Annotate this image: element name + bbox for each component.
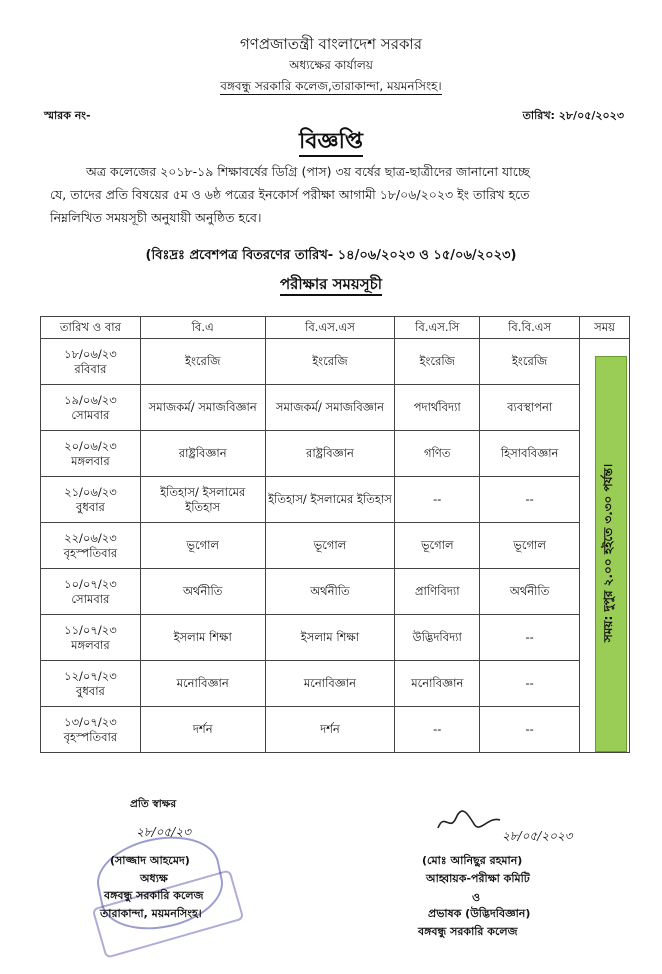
counter-sign-label: প্রতি স্বাক্ষর xyxy=(130,798,177,810)
date-cell xyxy=(41,339,141,385)
notice-title xyxy=(0,124,662,161)
college-address-text: বঙ্গবন্ধু সরকারি কলেজ,তারাকান্দা, ময়মনসিংহ। xyxy=(220,79,442,93)
table-row xyxy=(41,615,630,661)
exam-day: মঙ্গলবার xyxy=(71,453,110,468)
table-row xyxy=(41,339,630,385)
convener-title: আহ্বায়ক-পরীক্ষা কমিটি xyxy=(426,872,530,885)
table-row xyxy=(41,477,630,523)
exam-day: বুধবার xyxy=(75,683,105,698)
subject-ba-cell: ইতিহাস/ ইসলামের ইতিহাস xyxy=(140,477,265,523)
exam-date: ২২/০৬/২৩ xyxy=(64,530,117,545)
subject-bss-cell: দর্শন xyxy=(265,707,395,753)
date-cell xyxy=(41,385,141,431)
exam-day: সোমবার xyxy=(71,407,110,422)
table-header-row xyxy=(41,317,630,339)
table-row xyxy=(41,661,630,707)
exam-date: ১৩/০৭/২৩ xyxy=(64,714,117,729)
date-cell xyxy=(41,615,141,661)
principal-title: অধ্যক্ষ xyxy=(140,872,168,885)
subject-bbs-cell: অর্থনীতি xyxy=(480,569,580,615)
date-cell xyxy=(41,661,141,707)
subject-bsc-cell: গণিত xyxy=(395,431,480,477)
date-cell xyxy=(41,477,141,523)
schedule-title-text: পরীক্ষার সময়সূচী xyxy=(280,275,382,296)
exam-day: সোমবার xyxy=(71,591,110,606)
column-header: তারিখ ও বার xyxy=(41,317,141,339)
subject-bbs-cell: -- xyxy=(480,661,580,707)
notice-date: তারিখ: ২৮/০৫/২০২৩ xyxy=(522,109,624,122)
date-cell xyxy=(41,431,141,477)
subject-bbs-cell: -- xyxy=(480,477,580,523)
subject-ba-cell: ইসলাম শিক্ষা xyxy=(140,615,265,661)
exam-time-text: সময়: দুপুর ২.০০ হইতে ৩.৩০ পর্যন্ত। xyxy=(601,463,615,643)
principal-name: (সাজ্জাদ আহমেদ) xyxy=(110,854,190,867)
column-header: সময় xyxy=(580,317,630,339)
subject-bsc-cell: ইংরেজি xyxy=(395,339,480,385)
subject-bbs-cell: -- xyxy=(480,707,580,753)
notice-body-line: অত্র কলেজের ২০১৮-১৯ শিক্ষাবর্ষের ডিগ্রি (পাস) ৩য় বর্ষের ছাত্র-ছাত্রীদের জানানো যাচ্ছে xyxy=(86,164,530,179)
subject-bss-cell: রাষ্ট্রবিজ্ঞান xyxy=(265,431,395,477)
exam-day: মঙ্গলবার xyxy=(71,637,110,652)
principal-signature: ২৮/০৫/২৩ xyxy=(136,825,191,839)
exam-date: ১৮/০৬/২৩ xyxy=(64,346,117,361)
subject-ba-cell: রাষ্ট্রবিজ্ঞান xyxy=(140,431,265,477)
subject-bbs-cell: ব্যবস্থাপনা xyxy=(480,385,580,431)
subject-ba-cell: অর্থনীতি xyxy=(140,569,265,615)
admit-card-note: (বিঃদ্রঃ প্রবেশপত্র বিতরণের তারিখ- ১৪/০৬/২০২৩ ও ১৫/০৬/২০২৩) xyxy=(145,248,517,263)
subject-bss-cell: সমাজকর্ম/ সমাজবিজ্ঞান xyxy=(265,385,395,431)
convener-name: (মোঃ আনিছুর রহমান) xyxy=(422,854,523,867)
principal-college: বঙ্গবন্ধু সরকারি কলেজ xyxy=(104,889,204,902)
subject-bss-cell: ইংরেজি xyxy=(265,339,395,385)
exam-schedule-table xyxy=(40,316,630,753)
convener-signature xyxy=(434,810,504,839)
exam-date: ১০/০৭/২৩ xyxy=(64,576,117,591)
signature-scribble-icon xyxy=(434,810,504,834)
exam-date: ১২/০৭/২৩ xyxy=(64,668,117,683)
office-heading: অধ্যক্ষের কার্যালয় xyxy=(289,58,373,72)
table-row xyxy=(41,707,630,753)
date-cell xyxy=(41,523,141,569)
exam-date: ২১/০৬/২৩ xyxy=(64,484,117,499)
convener-connector: ও xyxy=(472,891,481,904)
subject-ba-cell: সমাজকর্ম/ সমাজবিজ্ঞান xyxy=(140,385,265,431)
notice-body-line: যে, তাদের প্রতি বিষয়ের ৫ম ও ৬ষ্ঠ পত্রের ইনকোর্স পরীক্ষা আগামী ১৮/০৬/২০২৩ ইং তারিখ হতে xyxy=(50,187,530,202)
subject-ba-cell: মনোবিজ্ঞান xyxy=(140,661,265,707)
subject-ba-cell: ইংরেজি xyxy=(140,339,265,385)
exam-date: ২০/০৬/২৩ xyxy=(64,438,117,453)
subject-ba-cell: দর্শন xyxy=(140,707,265,753)
column-header: বি.বি.এস xyxy=(480,317,580,339)
convener-college: বঙ্গবন্ধু সরকারি কলেজ xyxy=(418,925,518,938)
table-row xyxy=(41,385,630,431)
principal-address: তারাকান্দা, ময়মনসিংহ। xyxy=(100,907,202,920)
schedule-title xyxy=(0,273,662,298)
college-address xyxy=(0,78,662,98)
exam-day: বৃহস্পতিবার xyxy=(63,729,118,744)
subject-bsc-cell: ভূগোল xyxy=(395,523,480,569)
subject-bsc-cell: -- xyxy=(395,707,480,753)
exam-day: বুধবার xyxy=(75,499,105,514)
notice-title-text: বিজ্ঞপ্তি xyxy=(299,129,363,157)
subject-bsc-cell: মনোবিজ্ঞান xyxy=(395,661,480,707)
subject-bss-cell: মনোবিজ্ঞান xyxy=(265,661,395,707)
table-row xyxy=(41,523,630,569)
convener-lecturer-title: প্রভাষক (উদ্ভিদবিজ্ঞান) xyxy=(428,907,531,920)
table-row xyxy=(41,569,630,615)
memo-number-label: স্মারক নং- xyxy=(44,109,91,122)
column-header: বি.এস.এস xyxy=(265,317,395,339)
subject-bss-cell: ইতিহাস/ ইসলামের ইতিহাস xyxy=(265,477,395,523)
subject-bsc-cell: পদার্থবিদ্যা xyxy=(395,385,480,431)
exam-date: ১১/০৭/২৩ xyxy=(64,622,117,637)
date-cell xyxy=(41,707,141,753)
table-row xyxy=(41,431,630,477)
column-header: বি.এ xyxy=(140,317,265,339)
exam-day: রবিবার xyxy=(74,361,107,376)
subject-bss-cell: ইসলাম শিক্ষা xyxy=(265,615,395,661)
subject-bsc-cell: -- xyxy=(395,477,480,523)
subject-bbs-cell: ভূগোল xyxy=(480,523,580,569)
subject-bsc-cell: উদ্ভিদবিদ্যা xyxy=(395,615,480,661)
exam-day: বৃহস্পতিবার xyxy=(63,545,118,560)
convener-signature-date: ২৮/০৫/২০২৩ xyxy=(502,829,573,843)
column-header: বি.এস.সি xyxy=(395,317,480,339)
exam-date: ১৯/০৬/২৩ xyxy=(64,392,117,407)
subject-bbs-cell: ইংরেজি xyxy=(480,339,580,385)
subject-bss-cell: ভূগোল xyxy=(265,523,395,569)
subject-ba-cell: ভূগোল xyxy=(140,523,265,569)
government-heading: গণপ্রজাতন্ত্রী বাংলাদেশ সরকার xyxy=(239,35,423,53)
subject-bbs-cell: হিসাববিজ্ঞান xyxy=(480,431,580,477)
notice-body xyxy=(50,160,606,229)
subject-bbs-cell: -- xyxy=(480,615,580,661)
notice-body-line: নিম্নলিখিত সময়সূচী অনুযায়ী অনুষ্ঠিত হবে। xyxy=(50,210,262,225)
subject-bss-cell: অর্থনীতি xyxy=(265,569,395,615)
date-cell xyxy=(41,569,141,615)
subject-bsc-cell: প্রাণিবিদ্যা xyxy=(395,569,480,615)
